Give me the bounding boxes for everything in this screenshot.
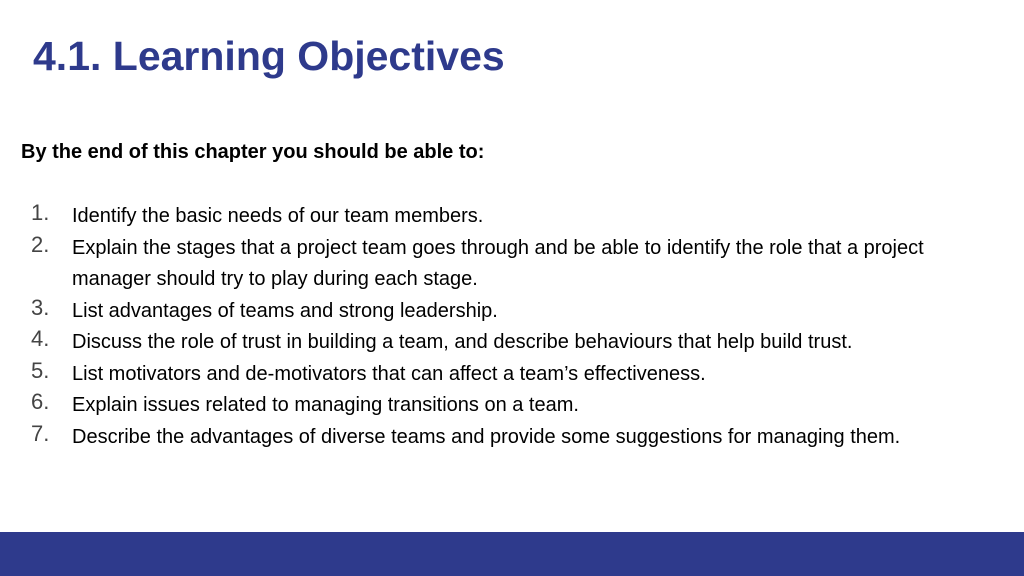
list-item [31,233,991,296]
list-item-text: List motivators and de-motivators that can affect a team’s effectiveness. [72,362,706,385]
list-item-number: 2. [31,231,50,257]
list-item-text: Discuss the role of trust in building a team, and describe behaviours that help build trust. [72,331,853,353]
list-item-number: 3. [31,294,50,320]
list-item [31,390,991,422]
list-item [31,327,991,359]
list-item-text: List advantages of teams and strong leadership. [72,299,498,322]
list-item-number: 6. [31,389,50,414]
list-item [31,201,991,233]
list-item-number: 5. [31,357,50,383]
list-item [31,359,991,391]
list-item-text: Explain the stages that a project team goes through and be able to identify the role that a project manager should try to play during each stage. [72,236,924,290]
objectives-list [31,201,991,453]
list-item-text: Explain issues related to managing transitions on a team. [72,394,579,416]
footer-bar [0,532,1024,576]
list-item [31,422,991,454]
slide-title: 4.1. Learning Objectives [33,33,505,79]
list-item [31,296,991,328]
intro-text: By the end of this chapter you should be able to: [21,141,485,163]
list-item-number: 1. [31,200,50,225]
list-item-number: 4. [31,326,50,351]
list-item-number: 7. [31,420,50,446]
list-item-text: Identify the basic needs of our team members. [72,205,484,227]
list-item-text: Describe the advantages of diverse teams and provide some suggestions for managing them. [72,425,901,448]
